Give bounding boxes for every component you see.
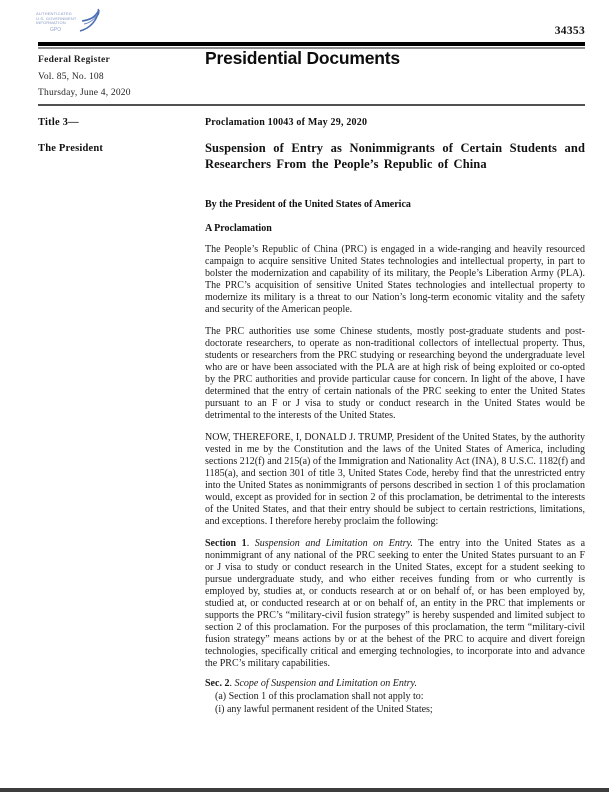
paragraph-3: NOW, THEREFORE, I, DONALD J. TRUMP, President of the United States, by the authority vested in me by the Constitution and the laws of the United States of America, including sections 212(f) and 215(a) of the Immigration and Nationality Act (INA), 8 U.S.C. 1182(f) and 1185(a), and section 301 of title 3, United States Code, hereby find that the unrestricted entry into the United States as nonimmigrants of persons described in section 1 of this proclamation would, except as provided for in section 2 of this proclamation, be detrimental to the interests of the United States, and that their entry should be subject to certain restrictions, limitations, and exceptions. I therefore hereby proclaim the following: xyxy=(205,432,585,527)
mid-rule xyxy=(38,104,585,106)
section-2-separator: . xyxy=(229,678,235,689)
masthead-title: Federal Register xyxy=(38,55,111,65)
masthead xyxy=(38,55,131,105)
document-title: Suspension of Entry as Nonimmigrants of Certain Students and Researchers From the People’s Republic of China xyxy=(205,141,585,171)
the-president-label: The President xyxy=(38,143,104,154)
paragraph-2: The PRC authorities use some Chinese students, mostly post-graduate students and post-doctorate researchers, to operate as non-traditional collectors of intellectual property. Thus, students or researchers from the PRC studying or researching beyond the undergraduate level who are or have been associated with the PLA are at high risk of being exploited or co-opted by the PRC authorities and provide particular cause for concern. In light of the above, I have determined that the entry of certain nationals of the PRC seeking to enter the United States pursuant to an F or J visa to study or conduct research in the United States would be detrimental to the interests of the United States. xyxy=(205,326,585,421)
gpo-logo-line: INFORMATION xyxy=(36,20,66,26)
paragraph-1: The People’s Republic of China (PRC) is engaged in a wide-ranging and heavily resourced campaign to acquire sensitive United States technologies and intellectual property, in part to bolster the modernization and capability of its military, the People’s Liberation Army (PLA). The PRC’s acquisition of sensitive United States technologies and intellectual property to modernize its military is a threat to our Nation’s long-term economic vitality and the safety and security of the American people. xyxy=(205,244,585,315)
eagle-swoosh-icon xyxy=(78,7,102,40)
section-2-heading: Scope of Suspension and Limitation on Entry. xyxy=(234,678,417,689)
section-2-label: Sec. 2 xyxy=(205,678,230,689)
page-number: 34353 xyxy=(554,25,585,37)
title-column xyxy=(38,117,103,154)
title3-label: Title 3— xyxy=(38,117,79,128)
section-1-paragraph xyxy=(205,538,585,670)
section-1-separator: . xyxy=(246,538,255,549)
section-1-label: Section 1 xyxy=(205,538,247,549)
gpo-logo-gpo: GPO xyxy=(50,26,62,33)
gpo-logo-line: AUTHENTICATED xyxy=(36,11,72,16)
section-1-text: The entry into the United States as a nonimmigrant of any national of the PRC seeking to enter the United States pursuant to an F or J visa to study or conduct research in the United States, except for a student seeking to pursue undergraduate study, and who either receives funding from or who currently is employed by, studies at, or conducts research at or on behalf of, or has been employed by, studied at, or conducted research at or on behalf of, an entity in the PRC that implements or supports the PRC’s “military-civil fusion strategy” is hereby suspended and limited subject to section 2 of this proclamation. For the purposes of this proclamation, the term “military-civil fusion strategy” means actions by or at the behest of the PRC to acquire and divert foreign technologies, specifically critical and emerging technologies, to incorporate into and advance the PRC’s military capabilities. xyxy=(205,538,586,669)
masthead-date: Thursday, June 4, 2020 xyxy=(38,88,131,98)
window-bottom-bar xyxy=(0,788,609,792)
header-rule-thick xyxy=(38,42,585,46)
gpo-logo-line: U.S. GOVERNMENT xyxy=(36,15,77,21)
document-body xyxy=(205,117,585,716)
masthead-volume: Vol. 85, No. 108 xyxy=(38,71,104,82)
section-2-item-a: (a) Section 1 of this proclamation shall not apply to: xyxy=(215,691,424,702)
section-heading: Presidential Documents xyxy=(205,48,400,68)
proclamation-subheading: A Proclamation xyxy=(205,223,272,234)
byline: By the President of the United States of America xyxy=(205,199,411,210)
gpo-authenticated-logo xyxy=(36,9,102,40)
proclamation-number-line: Proclamation 10043 of May 29, 2020 xyxy=(205,117,368,128)
section-2-heading-line xyxy=(205,677,585,690)
section-2-item-i: (i) any lawful permanent resident of the United States; xyxy=(215,704,433,715)
section-1-heading: Suspension and Limitation on Entry. xyxy=(254,538,413,549)
gpo-logo-text xyxy=(36,12,77,33)
